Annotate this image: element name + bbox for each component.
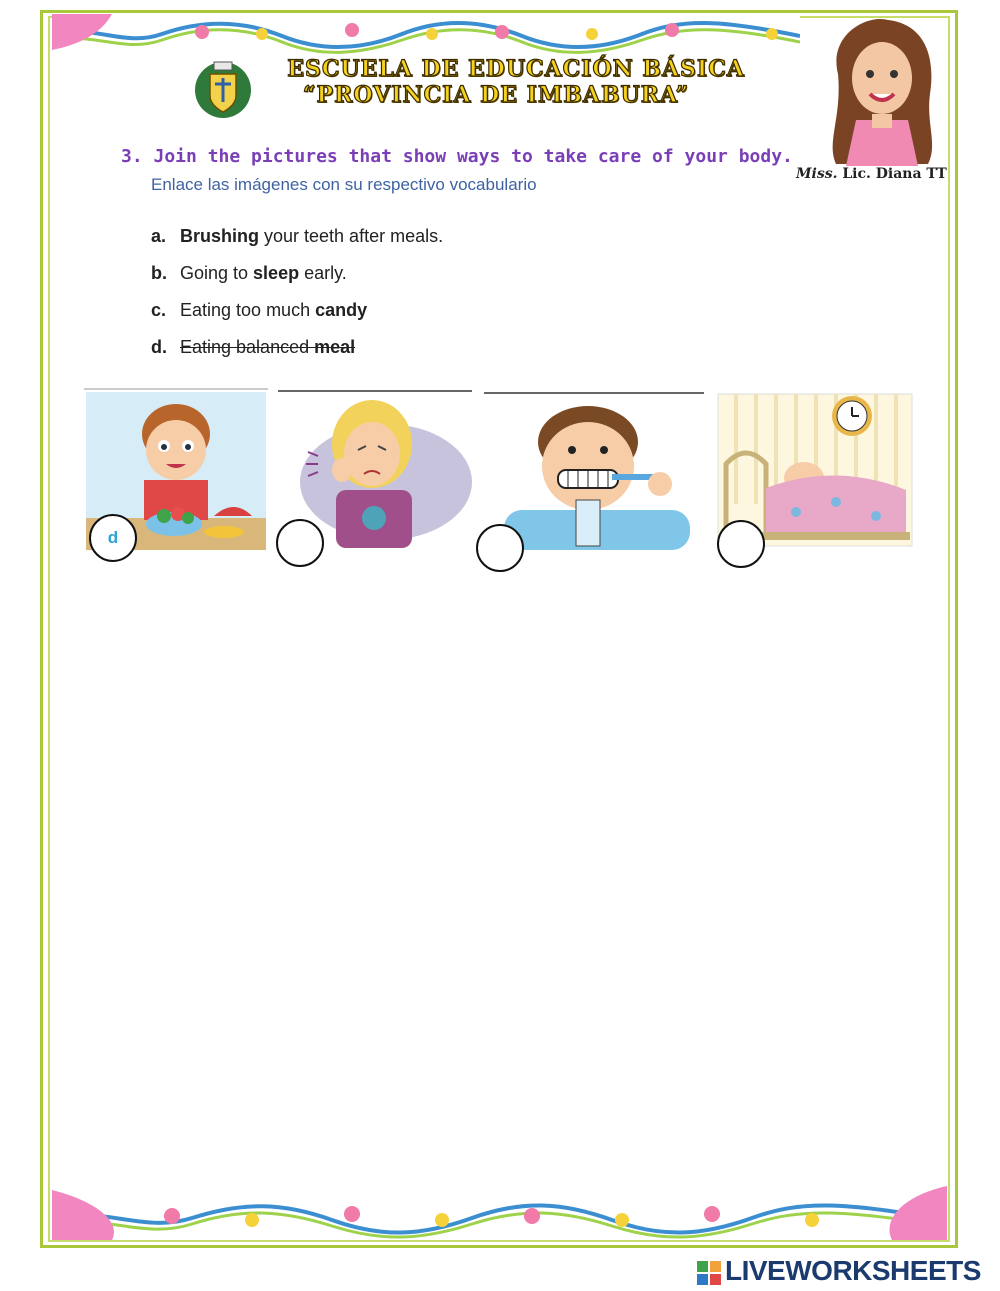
answer-circle-4[interactable]	[717, 520, 765, 568]
floral-banner-top	[52, 14, 800, 54]
school-name-block	[186, 56, 806, 108]
answer-circle-1[interactable]: d	[89, 514, 137, 562]
liveworksheets-brand[interactable]	[697, 1255, 981, 1287]
answer-circle-2[interactable]	[276, 519, 324, 567]
option-letter: a.	[151, 226, 167, 246]
option-keyword: candy	[315, 300, 368, 320]
page-frame-inner	[48, 16, 950, 1242]
option-letter: b.	[151, 263, 167, 283]
floral-banner-bottom	[52, 1180, 947, 1240]
brand-text: LIVEWORKSHEETS	[725, 1255, 981, 1286]
option-b	[151, 263, 443, 300]
option-pre: Eating balanced	[180, 337, 315, 357]
options-list	[151, 226, 443, 374]
option-keyword: Brushing	[180, 226, 259, 246]
teacher-signature	[796, 166, 947, 182]
option-a	[151, 226, 443, 263]
option-d	[151, 337, 443, 374]
option-post: early.	[299, 263, 347, 283]
option-post: your teeth after meals.	[259, 226, 444, 246]
option-keyword: sleep	[253, 263, 300, 283]
boy-brushing-teeth-picture	[484, 392, 704, 550]
exercise-instruction: 3. Join the pictures that show ways to take care of your body.	[121, 146, 793, 167]
school-name-line1: ESCUELA DE EDUCACIÓN BÁSICA	[287, 56, 745, 82]
teacher-avatar	[808, 14, 950, 166]
option-c	[151, 300, 443, 337]
option-letter: c.	[151, 300, 167, 320]
option-keyword: meal	[314, 337, 356, 357]
teacher-prefix: Miss.	[796, 166, 838, 182]
exercise-subtitle: Enlace las imágenes con su respectivo vocabulario	[151, 175, 537, 194]
liveworksheets-logo-icon	[697, 1261, 721, 1285]
answer-circle-3[interactable]	[476, 524, 524, 572]
option-pre: Eating too much	[180, 300, 316, 320]
teacher-name: Lic. Diana TT	[842, 166, 947, 182]
option-letter: d.	[151, 337, 167, 357]
option-pre: Going to	[180, 263, 254, 283]
school-name-line2: “PROVINCIA DE IMBABURA”	[302, 82, 690, 108]
